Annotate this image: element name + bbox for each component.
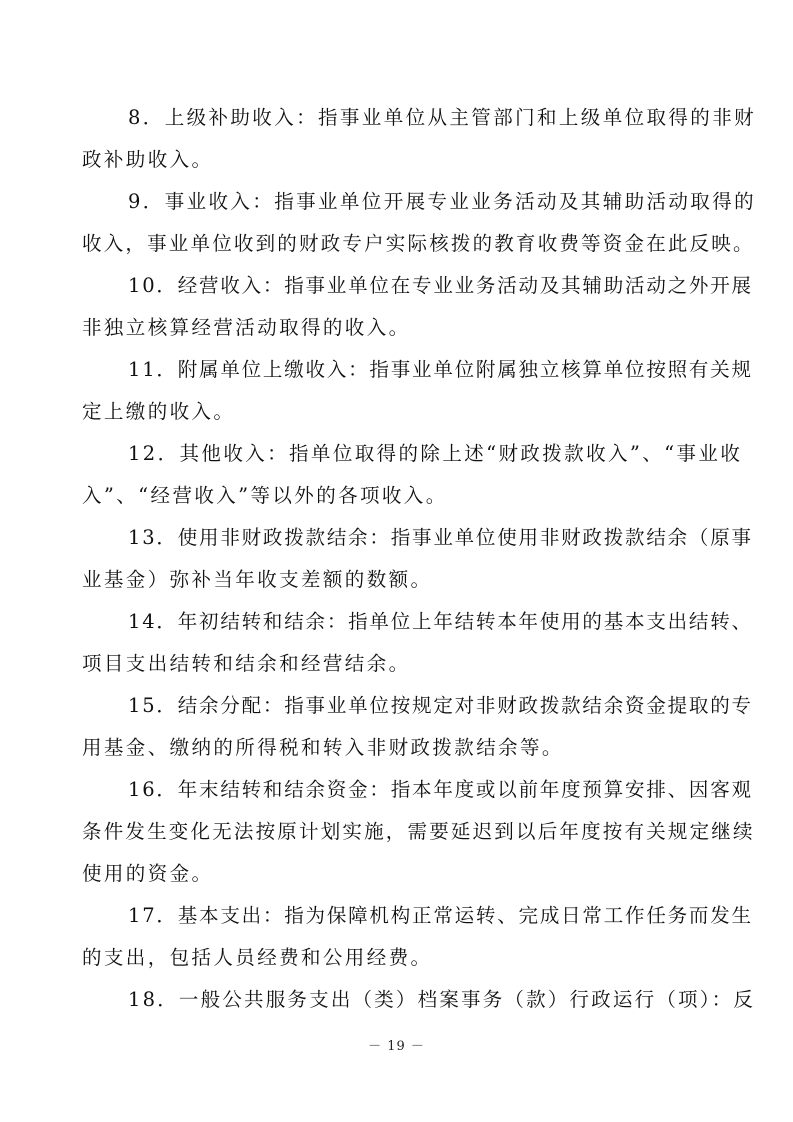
paragraph-line: 非独立核算经营活动取得的收入。 (82, 316, 411, 339)
paragraph-line: 15．结余分配：指事业单位按规定对非财政拨款结余资金提取的专 (128, 694, 753, 717)
paragraph-item-13 (82, 517, 758, 601)
paragraph-item-8 (82, 97, 758, 181)
paragraph-line: 政补助收入。 (82, 148, 214, 171)
page-number: － 19 － (368, 1039, 425, 1054)
paragraph-line: 的支出，包括人员经费和公用经费。 (82, 946, 433, 969)
paragraph-line: 8．上级补助收入：指事业单位从主管部门和上级单位取得的非财 (128, 106, 757, 129)
paragraph-item-9 (82, 181, 758, 265)
paragraph-line: 12．其他收入：指单位取得的除上述“财政拨款收入”、“事业收 (128, 442, 743, 465)
document-body (82, 97, 758, 1021)
paragraph-line: 项目支出结转和结余和经营结余。 (82, 652, 411, 675)
paragraph-item-14 (82, 601, 758, 685)
paragraph-line: 入”、“经营收入”等以外的各项收入。 (82, 484, 448, 507)
paragraph-line: 用基金、缴纳的所得税和转入非财政拨款结余等。 (82, 736, 564, 759)
paragraph-item-12 (82, 433, 758, 517)
paragraph-line: 业基金）弥补当年收支差额的数额。 (82, 568, 433, 591)
paragraph-line: 18．一般公共服务支出（类）档案事务（款）行政运行（项）：反 (128, 988, 756, 1011)
paragraph-line: 定上缴的收入。 (82, 400, 236, 423)
paragraph-line: 10．经营收入：指事业单位在专业业务活动及其辅助活动之外开展 (128, 274, 753, 297)
paragraph-line: 14．年初结转和结余：指单位上年结转本年使用的基本支出结转、 (128, 610, 753, 633)
paragraph-item-15 (82, 685, 758, 769)
paragraph-item-10 (82, 265, 758, 349)
paragraph-item-17 (82, 895, 758, 979)
paragraph-item-16 (82, 769, 758, 895)
paragraph-item-11 (82, 349, 758, 433)
paragraph-line: 16．年末结转和结余资金：指本年度或以前年度预算安排、因客观 (128, 778, 753, 801)
paragraph-item-18 (82, 979, 758, 1021)
paragraph-line: 17．基本支出：指为保障机构正常运转、完成日常工作任务而发生 (128, 904, 753, 927)
paragraph-line: 9．事业收入：指事业单位开展专业业务活动及其辅助活动取得的 (128, 190, 757, 213)
paragraph-line: 收入，事业单位收到的财政专户实际核拨的教育收费等资金在此反映。 (82, 232, 755, 255)
paragraph-line: 条件发生变化无法按原计划实施，需要延迟到以后年度按有关规定继续 (82, 820, 755, 843)
paragraph-line: 13．使用非财政拨款结余：指事业单位使用非财政拨款结余（原事 (128, 526, 753, 549)
paragraph-line: 使用的资金。 (82, 862, 214, 885)
paragraph-line: 11．附属单位上缴收入：指事业单位附属独立核算单位按照有关规 (128, 358, 753, 381)
